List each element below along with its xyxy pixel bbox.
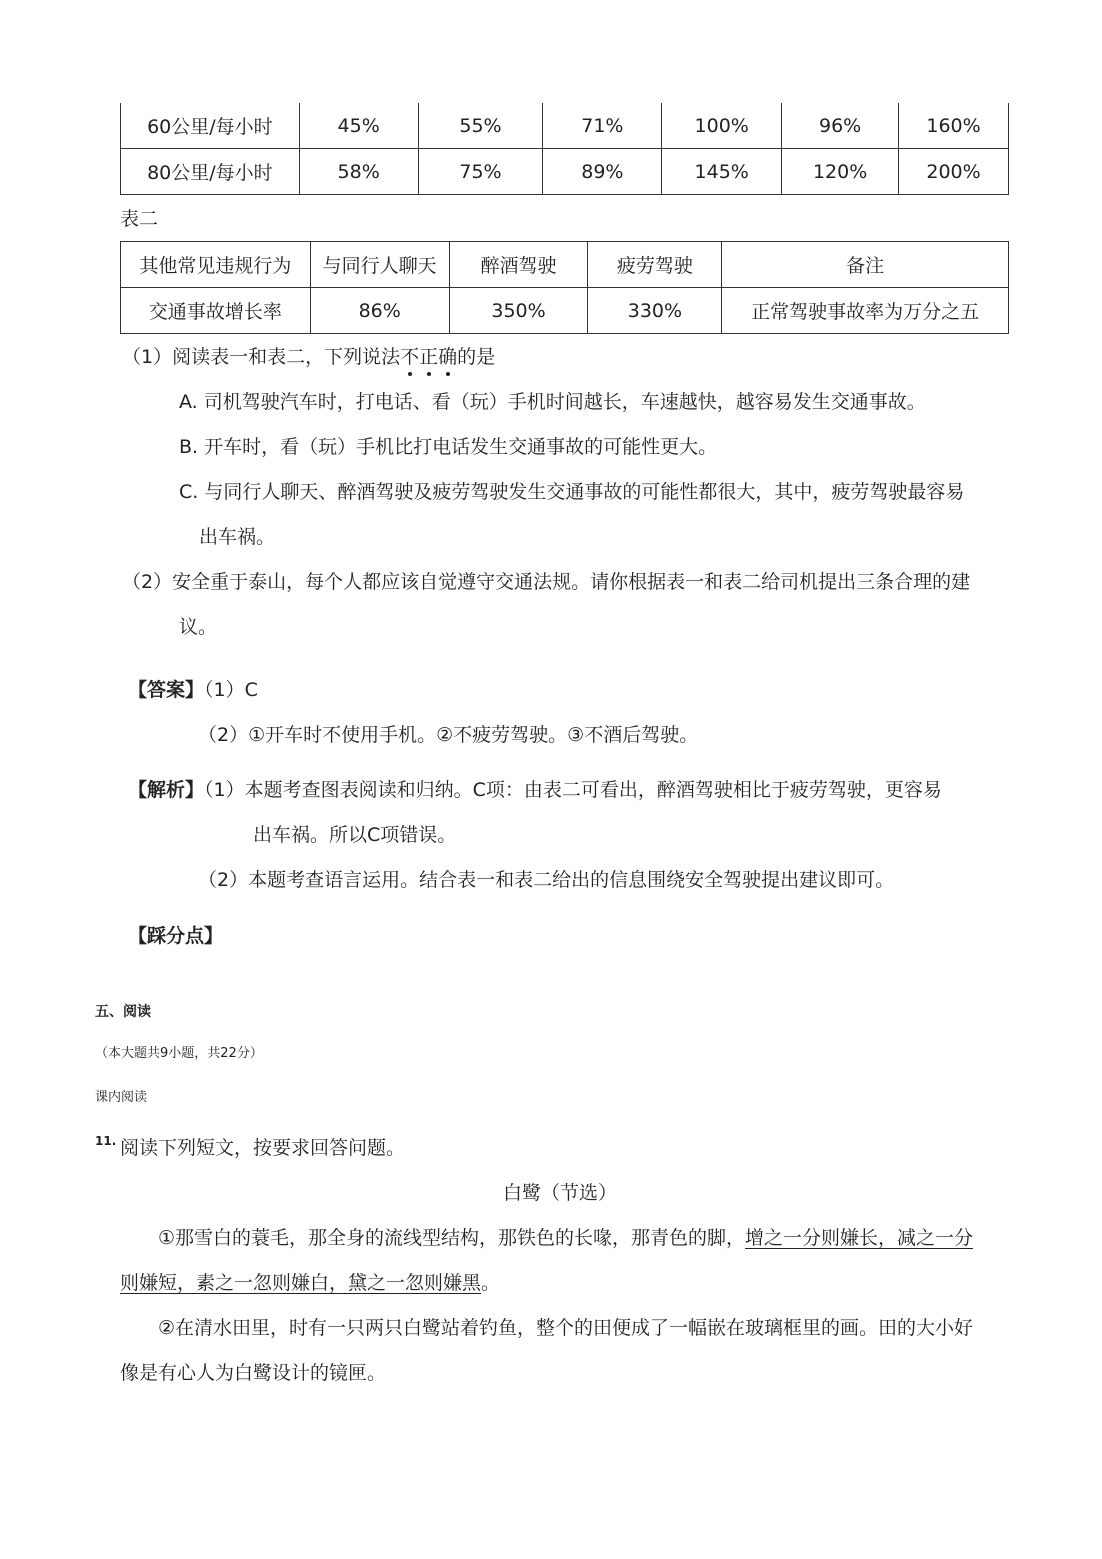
table-cell: 96%: [782, 103, 899, 149]
table-cell: 89%: [543, 149, 662, 195]
question-text: 的是: [457, 346, 496, 368]
violation-table: [120, 241, 1009, 334]
passage-text: 。: [481, 1272, 501, 1294]
passage-text: ①那雪白的蓑毛，那全身的流线型结构，那铁色的长喙，那青色的脚，: [158, 1227, 746, 1249]
table-row: [121, 103, 1009, 149]
table-cell: 备注: [722, 242, 1009, 288]
table-cell: 86%: [310, 288, 449, 334]
table-cell: 与同行人聊天: [310, 242, 449, 288]
option-a: A. 司机驾驶汽车时，打电话、看（玩）手机时间越长，车速越快，越容易发生交通事故。: [179, 391, 926, 413]
passage-p1-line2: [120, 1271, 500, 1295]
question-2-cont: 议。: [179, 616, 218, 638]
section-title: 五、阅读: [95, 1004, 151, 1020]
table-cell: 200%: [899, 149, 1009, 195]
table-cell: 330%: [588, 288, 722, 334]
table-cell: 120%: [782, 149, 899, 195]
table-cell: 55%: [418, 103, 543, 149]
passage-p2-line1: ②在清水田里，时有一只两只白鹭站着钓鱼，整个的田便成了一幅嵌在玻璃框里的画。田的大小好: [158, 1317, 974, 1339]
option-c-cont: 出车祸。: [199, 526, 276, 548]
question-text: 阅读表一和表二，下列说法: [172, 346, 401, 368]
question-number: （1）: [122, 346, 173, 368]
option-b: B. 开车时，看（玩）手机比打电话发生交通事故的可能性更大。: [179, 436, 718, 458]
table-row: [121, 288, 1009, 334]
points-label: 【踩分点】: [128, 925, 224, 947]
analysis-label: 【解析】: [128, 779, 205, 801]
table-cell: 145%: [662, 149, 782, 195]
table-cell: 正常驾驶事故率为万分之五: [722, 288, 1009, 334]
table-cell: 醉酒驾驶: [449, 242, 588, 288]
table-cell: 350%: [449, 288, 588, 334]
answer-label: 【答案】: [128, 679, 205, 701]
question-number: （2）: [122, 571, 173, 593]
table-row: [121, 149, 1009, 195]
table-cell: 60公里/每小时: [121, 103, 300, 149]
section-note: （本大题共9小题，共22分）: [95, 1046, 263, 1061]
table-cell: 160%: [899, 103, 1009, 149]
answer-2: （2）①开车时不使用手机。②不疲劳驾驶。③不酒后驾驶。: [198, 724, 699, 746]
table-cell: 100%: [662, 103, 782, 149]
analysis-2: （2）本题考查语言运用。结合表一和表二给出的信息围绕安全驾驶提出建议即可。: [198, 869, 895, 891]
analysis-cont: 出车祸。所以C项错误。: [253, 824, 457, 846]
underlined-text: 则嫌短，素之一忽则嫌白，黛之一忽则嫌黑: [120, 1272, 482, 1294]
table-row: [121, 242, 1009, 288]
table-cell: 交通事故增长率: [121, 288, 311, 334]
section-sub: 课内阅读: [95, 1090, 148, 1105]
emphasis-char: 不: [400, 346, 420, 368]
question-11-stem: 阅读下列短文，按要求回答问题。: [120, 1137, 406, 1159]
question-1-stem: [122, 345, 495, 369]
question-2-stem: [122, 570, 970, 594]
underlined-text: 增之一分则嫌长，减之一分: [745, 1227, 974, 1249]
emphasis-char: 正: [419, 346, 439, 368]
table-cell: 疲劳驾驶: [588, 242, 722, 288]
table-cell: 80公里/每小时: [121, 149, 300, 195]
analysis-line: [128, 778, 942, 802]
option-c: C. 与同行人聊天、醉酒驾驶及疲劳驾驶发生交通事故的可能性都很大，其中，疲劳驾驶最容易: [179, 481, 965, 503]
speed-table: [120, 103, 1009, 195]
emphasis-char: 确: [438, 346, 458, 368]
table-cell: 45%: [299, 103, 418, 149]
answer-1: （1）C: [204, 679, 258, 701]
table-cell: 其他常见违规行为: [121, 242, 311, 288]
answer-line: [128, 678, 258, 702]
passage-p1-line1: [158, 1226, 973, 1250]
question-11-number: 11.: [95, 1134, 117, 1148]
table-cell: 75%: [418, 149, 543, 195]
passage-title: 白鹭（节选）: [502, 1182, 617, 1204]
passage-p2-line2: 像是有心人为白鹭设计的镜匣。: [120, 1362, 387, 1384]
analysis-text: （1）本题考查图表阅读和归纳。C项：由表二可看出，醉酒驾驶相比于疲劳驾驶，更容易: [204, 779, 942, 801]
table-cell: 71%: [543, 103, 662, 149]
question-text: 安全重于泰山，每个人都应该自觉遵守交通法规。请你根据表一和表二给司机提出三条合理的建: [172, 571, 971, 593]
table2-label: 表二: [120, 208, 159, 230]
table-cell: 58%: [299, 149, 418, 195]
